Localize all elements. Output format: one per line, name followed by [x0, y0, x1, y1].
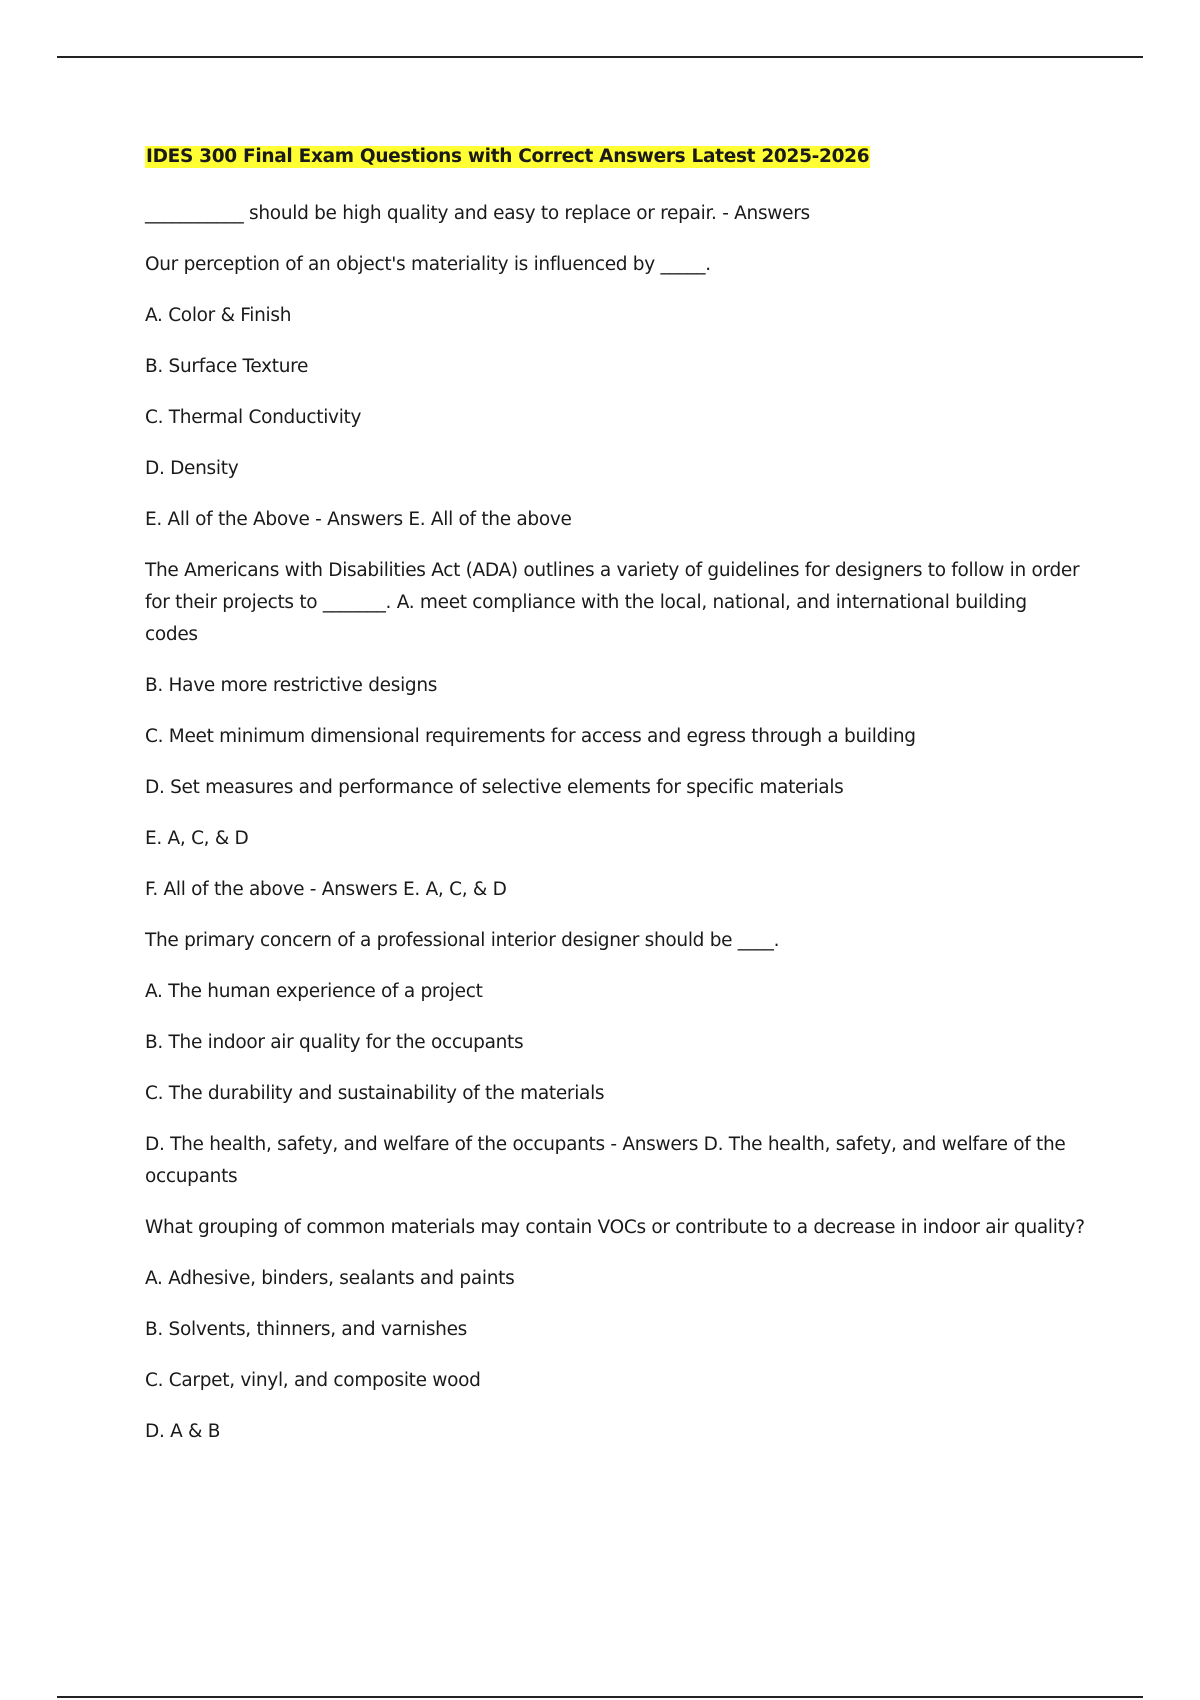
question-5-option-c: C. Carpet, vinyl, and composite wood	[145, 1370, 481, 1391]
header-rule	[57, 56, 1143, 58]
question-4-option-d-answer: D. The health, safety, and welfare of the occupants - Answers D. The health, safety, and welfare of the occupants	[145, 1134, 1066, 1187]
question-4-option-b: B. The indoor air quality for the occupants	[145, 1032, 524, 1053]
question-3-option-b: B. Have more restrictive designs	[145, 675, 438, 696]
question-5-option-a: A. Adhesive, binders, sealants and paints	[145, 1268, 515, 1289]
question-3-option-d: D. Set measures and performance of selective elements for specific materials	[145, 777, 844, 798]
question-2-stem: Our perception of an object's materiality is influenced by _____.	[145, 254, 711, 275]
question-3-option-e: E. A, C, & D	[145, 828, 249, 849]
question-1-stem: ___________ should be high quality and easy to replace or repair. - Answers	[145, 203, 810, 224]
question-2-option-c: C. Thermal Conductivity	[145, 407, 362, 428]
document-title: IDES 300 Final Exam Questions with Correct Answers Latest 2025-2026	[146, 146, 870, 167]
question-4-stem: The primary concern of a professional interior designer should be ____.	[145, 930, 780, 951]
question-5-stem: What grouping of common materials may contain VOCs or contribute to a decrease in indoor air quality?	[145, 1217, 1085, 1238]
document-body	[145, 146, 1085, 1467]
question-3-option-f-answer: F. All of the above - Answers E. A, C, & D	[145, 879, 507, 900]
question-2-option-d: D. Density	[145, 458, 239, 479]
question-2-option-e-answer: E. All of the Above - Answers E. All of the above	[145, 509, 572, 530]
question-5-option-d: D. A & B	[145, 1421, 221, 1442]
question-5-option-b: B. Solvents, thinners, and varnishes	[145, 1319, 468, 1340]
question-4-option-c: C. The durability and sustainability of the materials	[145, 1083, 605, 1104]
question-3-option-c: C. Meet minimum dimensional requirements for access and egress through a building	[145, 726, 916, 747]
footer-rule	[57, 1696, 1143, 1698]
question-4-option-a: A. The human experience of a project	[145, 981, 483, 1002]
question-2-option-b: B. Surface Texture	[145, 356, 309, 377]
question-2-option-a: A. Color & Finish	[145, 305, 292, 326]
question-3-stem: The Americans with Disabilities Act (ADA) outlines a variety of guidelines for designers to follow in order for their projects to _______. A. meet compliance with the local, national, and international building codes	[145, 560, 1080, 645]
